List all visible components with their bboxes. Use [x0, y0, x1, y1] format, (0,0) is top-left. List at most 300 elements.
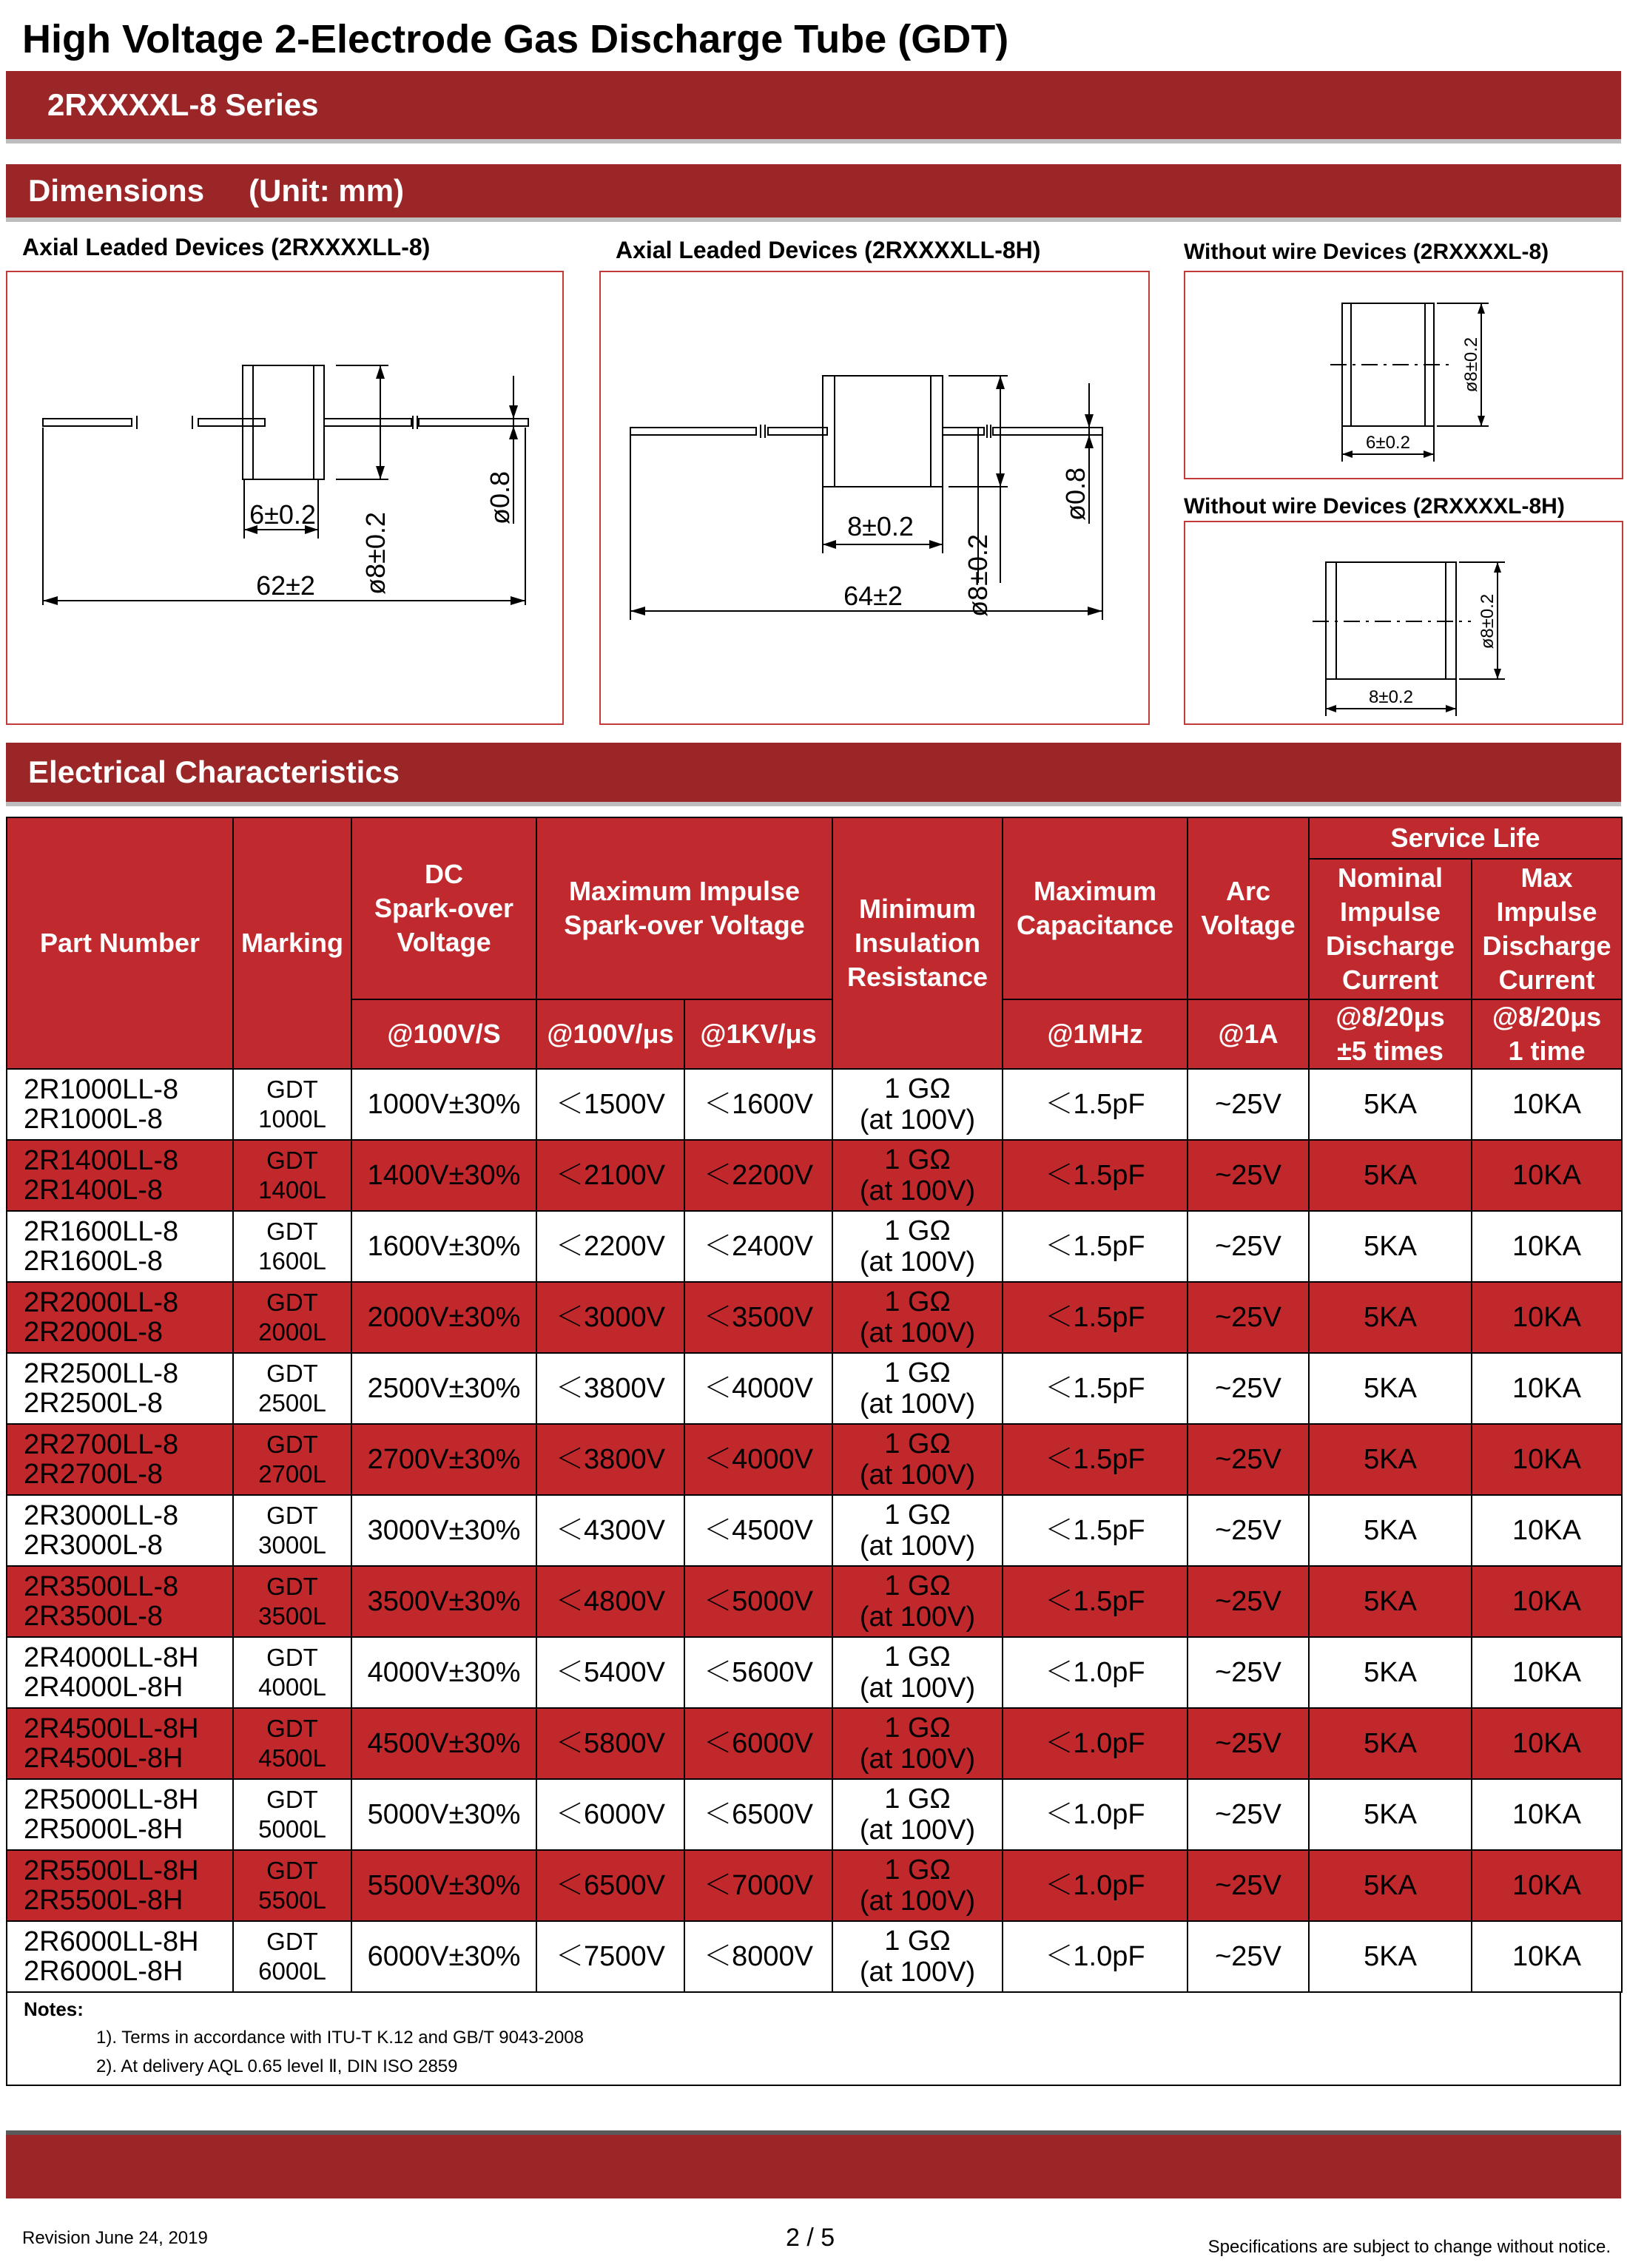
cell-impulse-1kv: ＜1600V	[684, 1069, 832, 1140]
header-arc-line2: Voltage	[1201, 910, 1296, 940]
cell-arc-voltage: ~25V	[1188, 1566, 1309, 1637]
cell-part-number	[7, 1140, 233, 1211]
dim-length-text: 62±2	[256, 570, 315, 601]
cell-part-number	[7, 1708, 233, 1779]
dim-width-text: 8±0.2	[847, 511, 914, 541]
cell-insulation-line2: (at 100V)	[859, 1459, 976, 1491]
dim-width-text: 6±0.2	[1366, 433, 1410, 453]
header-marking: Marking	[233, 817, 351, 1069]
cell-marking-line2: 5500L	[258, 1886, 326, 1914]
cell-part-number-line2: 2R2500L-8	[24, 1388, 164, 1419]
cell-dc-spark-over: 2500V±30%	[351, 1353, 536, 1424]
footer-band	[6, 2130, 1621, 2198]
cell-insulation	[832, 1424, 1003, 1495]
cell-marking	[233, 1921, 351, 1992]
cell-impulse-100v: ＜5800V	[536, 1708, 684, 1779]
cell-arc-voltage: ~25V	[1188, 1140, 1309, 1211]
cell-insulation-line1: 1 GΩ	[884, 1073, 951, 1104]
cell-nominal-current: 5KA	[1309, 1921, 1472, 1992]
header-impulse-spark-over	[536, 817, 832, 999]
cell-marking	[233, 1637, 351, 1708]
cell-part-number-line1: 2R2500LL-8	[24, 1358, 179, 1389]
table-row	[7, 1211, 1622, 1282]
cell-marking-line1: GDT	[266, 1786, 318, 1813]
cell-max-current: 10KA	[1472, 1495, 1622, 1566]
cell-marking	[233, 1282, 351, 1353]
header-max-line2: Impulse	[1496, 897, 1597, 927]
cell-impulse-1kv: ＜6500V	[684, 1779, 832, 1850]
cell-nominal-current: 5KA	[1309, 1566, 1472, 1637]
cell-part-number-line2: 2R4500L-8H	[24, 1743, 183, 1774]
cell-insulation-line1: 1 GΩ	[884, 1641, 951, 1673]
cell-nominal-current: 5KA	[1309, 1637, 1472, 1708]
header-imp-condition-1: @100V/μs	[536, 999, 684, 1069]
cell-part-number	[7, 1069, 233, 1140]
cell-nominal-current: 5KA	[1309, 1495, 1472, 1566]
header-nom-cond1: @8/20μs	[1335, 1002, 1445, 1032]
series-title: 2RXXXXL-8 Series	[47, 87, 319, 122]
cell-impulse-1kv: ＜7000V	[684, 1850, 832, 1921]
cell-nominal-current: 5KA	[1309, 1353, 1472, 1424]
panel-label-axial-8h: Axial Leaded Devices (2RXXXXLL-8H)	[616, 237, 1041, 263]
cell-marking-line1: GDT	[266, 1147, 318, 1174]
cell-arc-voltage: ~25V	[1188, 1069, 1309, 1140]
dim-diameter-text: ø8±0.2	[360, 512, 391, 595]
cell-marking-line2: 4000L	[258, 1673, 326, 1701]
cell-part-number-line1: 2R5000LL-8H	[24, 1784, 199, 1815]
cell-insulation	[832, 1637, 1003, 1708]
cell-insulation-line2: (at 100V)	[859, 1602, 976, 1633]
cell-marking-line2: 6000L	[258, 1957, 326, 1985]
cell-insulation-line1: 1 GΩ	[884, 1428, 951, 1459]
cell-capacitance: ＜1.0pF	[1003, 1921, 1188, 1992]
cell-arc-voltage: ~25V	[1188, 1779, 1309, 1850]
cell-part-number-line1: 2R4000LL-8H	[24, 1642, 199, 1673]
cell-dc-spark-over: 5000V±30%	[351, 1779, 536, 1850]
cell-part-number-line1: 2R3000LL-8	[24, 1500, 179, 1531]
note-item: 2). At delivery AQL 0.65 level Ⅱ, DIN ISO 2859	[96, 2056, 458, 2076]
cell-part-number-line1: 2R6000LL-8H	[24, 1926, 199, 1957]
cell-part-number-line2: 2R1000L-8	[24, 1104, 164, 1135]
cell-marking-line1: GDT	[266, 1431, 318, 1458]
cell-dc-spark-over: 2700V±30%	[351, 1424, 536, 1495]
series-band	[6, 71, 1621, 139]
cell-marking-line1: GDT	[266, 1857, 318, 1884]
cell-marking-line1: GDT	[266, 1218, 318, 1245]
cell-impulse-100v: ＜3800V	[536, 1353, 684, 1424]
cell-impulse-100v: ＜4800V	[536, 1566, 684, 1637]
table-row	[7, 1708, 1622, 1779]
header-imp-line2: Spark-over Voltage	[564, 910, 805, 940]
dim-diameter-text: ø8±0.2	[963, 534, 993, 617]
header-cap-condition: @1MHz	[1003, 999, 1188, 1069]
header-arc-condition: @1A	[1188, 999, 1309, 1069]
cell-arc-voltage: ~25V	[1188, 1708, 1309, 1779]
cell-capacitance: ＜1.0pF	[1003, 1850, 1188, 1921]
cell-impulse-1kv: ＜2200V	[684, 1140, 832, 1211]
drawing-nowire-8h	[1184, 521, 1623, 725]
dim-wire-text: ø0.8	[1060, 467, 1091, 522]
cell-marking-line1: GDT	[266, 1502, 318, 1529]
cell-impulse-100v: ＜1500V	[536, 1069, 684, 1140]
cell-insulation-line1: 1 GΩ	[884, 1854, 951, 1886]
cell-dc-spark-over: 1600V±30%	[351, 1211, 536, 1282]
dim-length-text: 64±2	[843, 581, 903, 611]
cell-arc-voltage: ~25V	[1188, 1424, 1309, 1495]
header-nom-cond2: ±5 times	[1337, 1036, 1444, 1066]
cell-capacitance: ＜1.5pF	[1003, 1566, 1188, 1637]
cell-impulse-100v: ＜6500V	[536, 1850, 684, 1921]
header-nominal-current	[1309, 859, 1472, 999]
cell-impulse-100v: ＜2200V	[536, 1211, 684, 1282]
cell-nominal-current: 5KA	[1309, 1282, 1472, 1353]
cell-max-current: 10KA	[1472, 1566, 1622, 1637]
cell-dc-spark-over: 5500V±30%	[351, 1850, 536, 1921]
cell-marking-line2: 4500L	[258, 1744, 326, 1772]
header-insulation	[832, 817, 1003, 1069]
cell-impulse-100v: ＜4300V	[536, 1495, 684, 1566]
cell-impulse-1kv: ＜4500V	[684, 1495, 832, 1566]
cell-arc-voltage: ~25V	[1188, 1637, 1309, 1708]
panel-label-axial-8: Axial Leaded Devices (2RXXXXLL-8)	[22, 234, 431, 260]
cell-impulse-100v: ＜3000V	[536, 1282, 684, 1353]
cell-insulation-line2: (at 100V)	[859, 1317, 976, 1349]
cell-insulation	[832, 1282, 1003, 1353]
header-imp-condition-2: @1KV/μs	[684, 999, 832, 1069]
electrical-table	[6, 817, 1623, 1993]
header-nom-line3: Discharge	[1325, 931, 1455, 961]
cell-part-number-line1: 2R2000LL-8	[24, 1287, 179, 1318]
cell-capacitance: ＜1.0pF	[1003, 1779, 1188, 1850]
cell-nominal-current: 5KA	[1309, 1850, 1472, 1921]
axial-8-drawing-svg	[7, 272, 562, 723]
header-dc-spark-over	[351, 817, 536, 999]
dim-width-text: 6±0.2	[249, 499, 316, 530]
nowire-8-drawing-svg	[1185, 272, 1622, 478]
header-ins-line1: Minimum	[859, 894, 977, 924]
cell-part-number-line1: 2R1600LL-8	[24, 1216, 179, 1247]
dimensions-heading: Dimensions	[28, 173, 205, 208]
electrical-band	[6, 743, 1621, 802]
cell-marking-line2: 3500L	[258, 1602, 326, 1630]
header-nom-line4: Current	[1342, 965, 1439, 995]
cell-insulation	[832, 1850, 1003, 1921]
header-ins-line3: Resistance	[846, 962, 988, 992]
cell-impulse-1kv: ＜5000V	[684, 1566, 832, 1637]
header-max-current	[1472, 859, 1622, 999]
cell-marking-line2: 5000L	[258, 1815, 326, 1843]
cell-capacitance: ＜1.5pF	[1003, 1424, 1188, 1495]
panel-label-nowire-8: Without wire Devices (2RXXXXL-8)	[1184, 240, 1549, 264]
cell-impulse-100v: ＜7500V	[536, 1921, 684, 1992]
cell-part-number	[7, 1921, 233, 1992]
cell-insulation-line1: 1 GΩ	[884, 1570, 951, 1602]
table-row	[7, 1282, 1622, 1353]
cell-insulation-line1: 1 GΩ	[884, 1712, 951, 1744]
table-row	[7, 1353, 1622, 1424]
cell-impulse-1kv: ＜8000V	[684, 1921, 832, 1992]
header-capacitance	[1003, 817, 1188, 999]
cell-part-number-line2: 2R4000L-8H	[24, 1672, 183, 1703]
header-arc-line1: Arc	[1226, 876, 1271, 906]
nowire-8h-drawing-svg	[1185, 522, 1622, 723]
cell-impulse-100v: ＜5400V	[536, 1637, 684, 1708]
header-cap-line1: Maximum	[1033, 876, 1157, 906]
drawing-nowire-8	[1184, 271, 1623, 479]
cell-impulse-100v: ＜2100V	[536, 1140, 684, 1211]
cell-max-current: 10KA	[1472, 1921, 1622, 1992]
cell-capacitance: ＜1.5pF	[1003, 1353, 1188, 1424]
cell-part-number-line1: 2R3500LL-8	[24, 1571, 179, 1602]
cell-insulation-line2: (at 100V)	[859, 1886, 976, 1917]
cell-dc-spark-over: 6000V±30%	[351, 1921, 536, 1992]
cell-part-number-line2: 2R3000L-8	[24, 1530, 164, 1561]
cell-marking-line2: 3000L	[258, 1531, 326, 1559]
cell-marking-line2: 1400L	[258, 1176, 326, 1204]
table-row	[7, 1069, 1622, 1140]
cell-dc-spark-over: 4500V±30%	[351, 1708, 536, 1779]
cell-part-number-line1: 2R5500LL-8H	[24, 1855, 199, 1886]
cell-insulation-line1: 1 GΩ	[884, 1499, 951, 1530]
dimensions-unit: (Unit: mm)	[249, 173, 405, 208]
cell-insulation-line2: (at 100V)	[859, 1673, 976, 1704]
cell-part-number	[7, 1850, 233, 1921]
cell-part-number	[7, 1353, 233, 1424]
cell-arc-voltage: ~25V	[1188, 1353, 1309, 1424]
header-dc-condition: @100V/S	[351, 999, 536, 1069]
cell-part-number-line2: 2R6000L-8H	[24, 1956, 183, 1987]
table-body	[7, 1069, 1622, 1992]
cell-insulation-line2: (at 100V)	[859, 1957, 976, 1988]
dimensions-band	[6, 164, 1621, 217]
cell-insulation-line1: 1 GΩ	[884, 1215, 951, 1246]
cell-part-number-line1: 2R2700LL-8	[24, 1429, 179, 1460]
cell-arc-voltage: ~25V	[1188, 1211, 1309, 1282]
dim-width-text: 8±0.2	[1369, 687, 1413, 707]
cell-part-number-line2: 2R3500L-8	[24, 1601, 164, 1632]
header-max-line1: Max	[1520, 863, 1573, 893]
cell-marking-line1: GDT	[266, 1644, 318, 1671]
cell-capacitance: ＜1.5pF	[1003, 1211, 1188, 1282]
cell-max-current: 10KA	[1472, 1140, 1622, 1211]
dim-diameter-text: ø8±0.2	[1478, 593, 1498, 649]
cell-part-number	[7, 1495, 233, 1566]
cell-part-number-line2: 2R2700L-8	[24, 1459, 164, 1490]
cell-marking	[233, 1850, 351, 1921]
cell-impulse-100v: ＜6000V	[536, 1779, 684, 1850]
cell-max-current: 10KA	[1472, 1779, 1622, 1850]
cell-marking-line1: GDT	[266, 1928, 318, 1955]
cell-insulation-line2: (at 100V)	[859, 1815, 976, 1846]
cell-part-number	[7, 1566, 233, 1637]
drawing-axial-8h	[599, 271, 1150, 725]
cell-impulse-1kv: ＜5600V	[684, 1637, 832, 1708]
cell-part-number-line2: 2R2000L-8	[24, 1317, 164, 1348]
page-number: 2 / 5	[786, 2224, 835, 2252]
cell-insulation-line2: (at 100V)	[859, 1175, 976, 1206]
cell-insulation-line2: (at 100V)	[859, 1104, 976, 1135]
cell-dc-spark-over: 3000V±30%	[351, 1495, 536, 1566]
cell-marking-line1: GDT	[266, 1573, 318, 1600]
cell-part-number-line1: 2R1400LL-8	[24, 1145, 179, 1176]
header-nom-line2: Impulse	[1339, 897, 1441, 927]
cell-insulation	[832, 1779, 1003, 1850]
cell-impulse-1kv: ＜3500V	[684, 1282, 832, 1353]
cell-insulation-line2: (at 100V)	[859, 1246, 976, 1278]
header-max-cond1: @8/20μs	[1492, 1002, 1602, 1032]
drawing-axial-8	[6, 271, 564, 725]
cell-marking-line1: GDT	[266, 1289, 318, 1316]
cell-marking-line2: 2700L	[258, 1460, 326, 1488]
header-max-line4: Current	[1498, 965, 1595, 995]
header-imp-line1: Maximum Impulse	[568, 876, 801, 906]
cell-marking	[233, 1424, 351, 1495]
cell-marking	[233, 1566, 351, 1637]
cell-part-number	[7, 1282, 233, 1353]
cell-part-number	[7, 1779, 233, 1850]
cell-insulation-line2: (at 100V)	[859, 1744, 976, 1775]
cell-dc-spark-over: 1000V±30%	[351, 1069, 536, 1140]
cell-insulation	[832, 1069, 1003, 1140]
cell-max-current: 10KA	[1472, 1708, 1622, 1779]
header-dc-line2: Spark-over	[374, 893, 514, 923]
cell-marking-line2: 1000L	[258, 1105, 326, 1133]
cell-insulation	[832, 1495, 1003, 1566]
cell-max-current: 10KA	[1472, 1211, 1622, 1282]
cell-nominal-current: 5KA	[1309, 1779, 1472, 1850]
cell-max-current: 10KA	[1472, 1637, 1622, 1708]
cell-marking	[233, 1140, 351, 1211]
header-dc-line3: Voltage	[397, 927, 491, 957]
cell-insulation	[832, 1353, 1003, 1424]
cell-part-number-line2: 2R1400L-8	[24, 1175, 164, 1206]
cell-part-number	[7, 1424, 233, 1495]
cell-marking	[233, 1708, 351, 1779]
cell-max-current: 10KA	[1472, 1069, 1622, 1140]
header-max-condition	[1472, 999, 1622, 1069]
cell-marking	[233, 1495, 351, 1566]
revision-text: Revision June 24, 2019	[22, 2228, 208, 2248]
cell-impulse-1kv: ＜2400V	[684, 1211, 832, 1282]
cell-marking	[233, 1069, 351, 1140]
cell-insulation-line2: (at 100V)	[859, 1530, 976, 1562]
table-row	[7, 1495, 1622, 1566]
header-nom-condition	[1309, 999, 1472, 1069]
cell-part-number-line1: 2R1000LL-8	[24, 1074, 179, 1105]
cell-nominal-current: 5KA	[1309, 1211, 1472, 1282]
cell-nominal-current: 5KA	[1309, 1708, 1472, 1779]
cell-insulation	[832, 1708, 1003, 1779]
axial-8h-drawing-svg	[601, 272, 1148, 723]
cell-max-current: 10KA	[1472, 1353, 1622, 1424]
cell-arc-voltage: ~25V	[1188, 1495, 1309, 1566]
cell-max-current: 10KA	[1472, 1850, 1622, 1921]
table-row	[7, 1566, 1622, 1637]
cell-capacitance: ＜1.0pF	[1003, 1637, 1188, 1708]
cell-insulation-line1: 1 GΩ	[884, 1357, 951, 1388]
cell-marking-line2: 2500L	[258, 1389, 326, 1417]
cell-part-number	[7, 1211, 233, 1282]
table-row	[7, 1637, 1622, 1708]
header-max-line3: Discharge	[1482, 931, 1611, 961]
cell-marking	[233, 1211, 351, 1282]
cell-nominal-current: 5KA	[1309, 1424, 1472, 1495]
cell-insulation	[832, 1140, 1003, 1211]
header-service-life: Service Life	[1309, 817, 1622, 859]
cell-insulation-line1: 1 GΩ	[884, 1926, 951, 1957]
header-cap-line2: Capacitance	[1016, 910, 1174, 940]
header-ins-line2: Insulation	[855, 928, 981, 958]
cell-marking-line2: 2000L	[258, 1318, 326, 1346]
cell-capacitance: ＜1.5pF	[1003, 1495, 1188, 1566]
table-row	[7, 1779, 1622, 1850]
table-row	[7, 1140, 1622, 1211]
cell-max-current: 10KA	[1472, 1282, 1622, 1353]
cell-capacitance: ＜1.5pF	[1003, 1069, 1188, 1140]
cell-impulse-1kv: ＜4000V	[684, 1353, 832, 1424]
table-row	[7, 1921, 1622, 1992]
cell-arc-voltage: ~25V	[1188, 1921, 1309, 1992]
dim-diameter-text: ø8±0.2	[1461, 337, 1481, 393]
cell-insulation	[832, 1211, 1003, 1282]
cell-marking-line1: GDT	[266, 1715, 318, 1742]
cell-insulation-line1: 1 GΩ	[884, 1144, 951, 1175]
cell-impulse-1kv: ＜6000V	[684, 1708, 832, 1779]
page-title: High Voltage 2-Electrode Gas Discharge Tube (GDT)	[22, 17, 1009, 61]
cell-capacitance: ＜1.5pF	[1003, 1140, 1188, 1211]
table-row	[7, 1850, 1622, 1921]
cell-dc-spark-over: 1400V±30%	[351, 1140, 536, 1211]
cell-impulse-100v: ＜3800V	[536, 1424, 684, 1495]
cell-insulation-line1: 1 GΩ	[884, 1286, 951, 1317]
cell-part-number-line1: 2R4500LL-8H	[24, 1713, 199, 1744]
cell-insulation-line1: 1 GΩ	[884, 1783, 951, 1815]
header-max-cond2: 1 time	[1508, 1036, 1586, 1066]
notes-box	[6, 1992, 1621, 2086]
cell-arc-voltage: ~25V	[1188, 1850, 1309, 1921]
cell-impulse-1kv: ＜4000V	[684, 1424, 832, 1495]
cell-dc-spark-over: 4000V±30%	[351, 1637, 536, 1708]
cell-dc-spark-over: 2000V±30%	[351, 1282, 536, 1353]
header-part-number: Part Number	[7, 817, 233, 1069]
notes-heading: Notes:	[24, 1998, 84, 2020]
cell-insulation-line2: (at 100V)	[859, 1388, 976, 1420]
cell-capacitance: ＜1.5pF	[1003, 1282, 1188, 1353]
disclaimer-text: Specifications are subject to change without notice.	[1207, 2237, 1611, 2257]
cell-insulation	[832, 1566, 1003, 1637]
cell-marking-line1: GDT	[266, 1360, 318, 1387]
note-item: 1). Terms in accordance with ITU-T K.12 and GB/T 9043-2008	[96, 2028, 584, 2048]
dim-wire-text: ø0.8	[485, 470, 515, 525]
header-dc-line1: DC	[425, 859, 463, 889]
cell-dc-spark-over: 3500V±30%	[351, 1566, 536, 1637]
cell-arc-voltage: ~25V	[1188, 1282, 1309, 1353]
cell-part-number-line2: 2R1600L-8	[24, 1246, 164, 1277]
cell-part-number	[7, 1637, 233, 1708]
header-nom-line1: Nominal	[1338, 863, 1444, 893]
cell-max-current: 10KA	[1472, 1424, 1622, 1495]
cell-part-number-line2: 2R5000L-8H	[24, 1814, 183, 1845]
cell-nominal-current: 5KA	[1309, 1069, 1472, 1140]
cell-capacitance: ＜1.0pF	[1003, 1708, 1188, 1779]
cell-nominal-current: 5KA	[1309, 1140, 1472, 1211]
electrical-heading: Electrical Characteristics	[28, 755, 400, 789]
cell-marking-line2: 1600L	[258, 1247, 326, 1275]
cell-marking	[233, 1779, 351, 1850]
cell-part-number-line2: 2R5500L-8H	[24, 1885, 183, 1916]
cell-marking-line1: GDT	[266, 1076, 318, 1103]
table-row	[7, 1424, 1622, 1495]
